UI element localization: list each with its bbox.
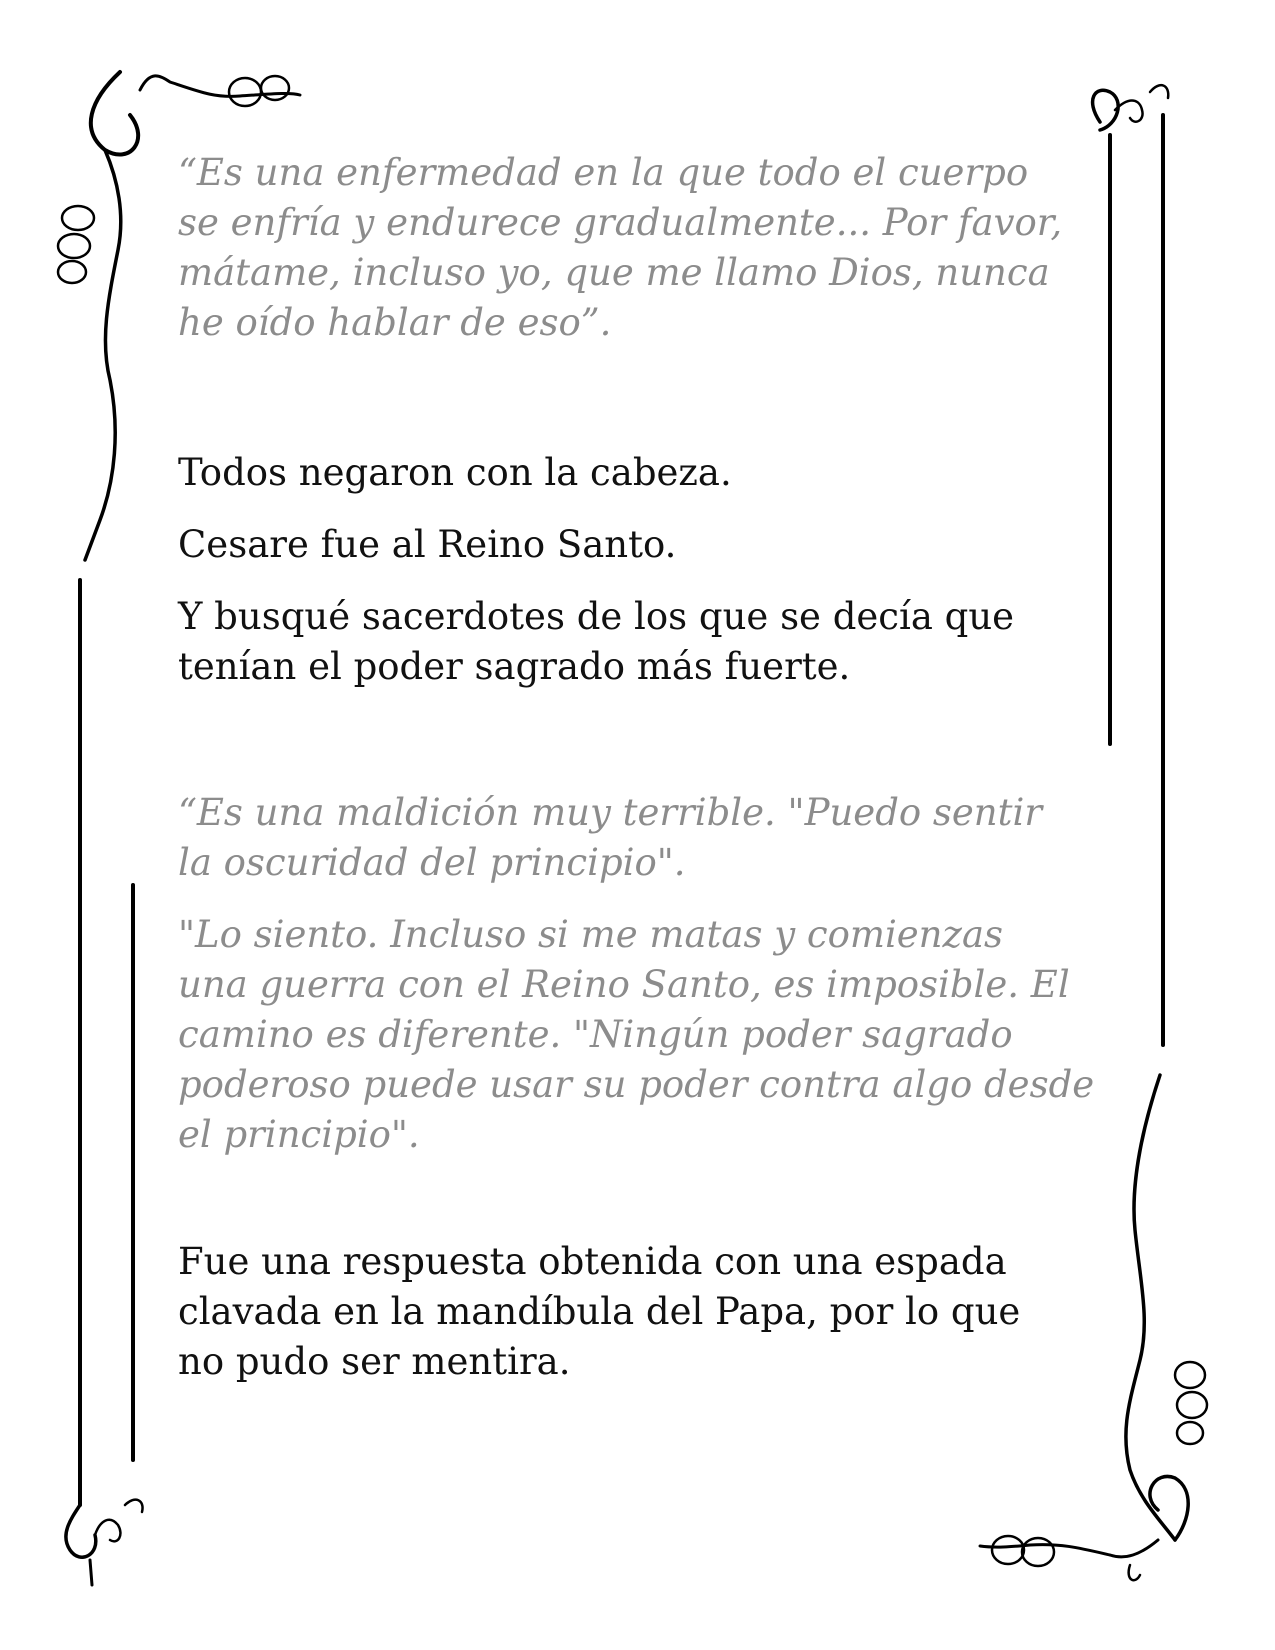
- dialogue-paragraph-2: “Es una maldición muy terrible. "Puedo sentir la oscuridad del principio".: [178, 791, 1043, 884]
- dialogue-paragraph-3: "Lo siento. Incluso si me matas y comienzas una guerra con el Reino Santo, es imposible. El camino es diferente. "Ningún poder sagrado poderoso puede usar su poder contra algo desde el principio".: [178, 913, 1095, 1156]
- narration-paragraph-4: Fue una respuesta obtenida con una espada clavada en la mandíbula del Papa, por lo que no pudo ser mentira.: [178, 1240, 1021, 1383]
- bottom-right-flourish: [980, 1476, 1188, 1580]
- left-vertical-lines: [80, 580, 133, 1505]
- narration-paragraph-2: Cesare fue al Reino Santo.: [178, 523, 677, 566]
- narration-paragraph-1: Todos negaron con la cabeza.: [178, 451, 732, 494]
- narration-paragraph-3: Y busqué sacerdotes de los que se decía que tenían el poder sagrado más fuerte.: [178, 595, 1015, 688]
- dialogue-paragraph-1: “Es una enfermedad en la que todo el cuerpo se enfría y endurece gradualmente... Por favor, mátame, incluso yo, que me llamo Dios, nunca he oído hablar de eso”.: [178, 151, 1063, 344]
- right-lower-flourish: [1126, 1075, 1207, 1540]
- bottom-left-flourish: [66, 1500, 143, 1585]
